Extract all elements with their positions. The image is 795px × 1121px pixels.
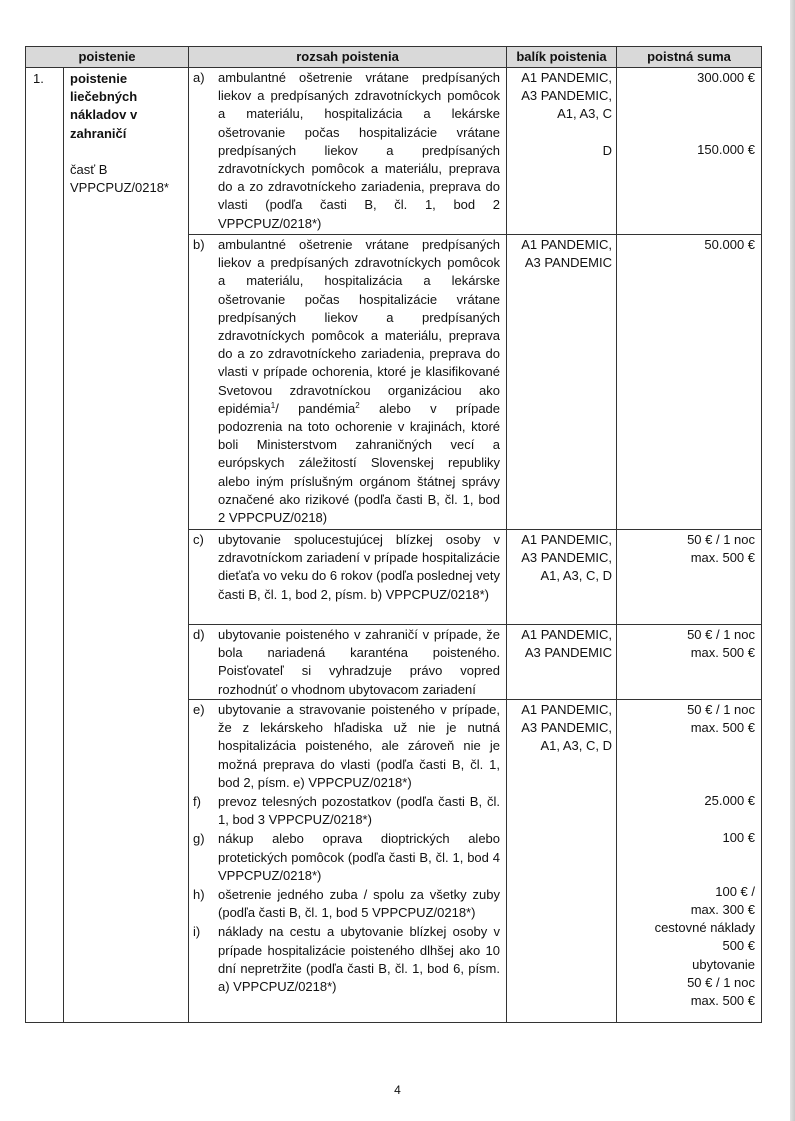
- header-rozsah-poistenia: rozsah poistenia: [189, 47, 507, 68]
- item-letter: h): [193, 887, 205, 903]
- item-text: nákup alebo oprava dioptrických alebo protetických pomôcok (podľa časti B, čl. 1, bod 4 VPPCPUZ/0218*): [218, 831, 501, 883]
- package-line: A3 PANDEMIC,: [521, 88, 613, 104]
- item-letter: b): [193, 237, 205, 252]
- item-text: [218, 236, 500, 527]
- header-poistna-suma: poistná suma: [617, 47, 762, 68]
- item-letter: g): [193, 831, 205, 847]
- scope-item-b: [189, 235, 506, 527]
- item-letter: i): [193, 924, 201, 940]
- item-text: ubytovanie spolucestujúcej blízkej osoby v zdravotníckom zariadení v prípade hospitalizácie dieťaťa vo veku do 6 rokov (podľa poslednej vety časti B, čl. 1, bod 2, písm. b) VPPCPUZ/0218*): [218, 532, 501, 602]
- item-text: náklady na cestu a ubytovanie blízkej osoby v prípade hospitalizácie poisteného dlhšej ako 10 dní nepretržite (podľa časti B, čl. 1, bod 6, písm. a) VPPCPUZ/0218*): [218, 924, 501, 995]
- item-letter: c): [193, 532, 204, 547]
- sum-value: 300.000 €: [697, 70, 756, 85]
- item-text: prevoz telesných pozostatkov (podľa časti B, čl. 1, bod 3 VPPCPUZ/0218*): [218, 794, 501, 828]
- package-cell-b: [507, 235, 617, 530]
- item-letter: f): [193, 794, 201, 810]
- item-text-part: / pandémia: [275, 400, 356, 416]
- scope-item-c: [189, 530, 506, 604]
- package-line: A1, A3, C, D: [540, 738, 613, 754]
- insurance-type-cell: [64, 68, 189, 1023]
- sum-value-i: max. 500 €: [690, 993, 756, 1009]
- item-letter: d): [193, 627, 205, 642]
- part-reference: časť B: [70, 161, 108, 177]
- header-poistenie: poistenie: [26, 47, 189, 68]
- scope-item-g: [189, 829, 506, 885]
- scope-item-d: [189, 625, 506, 699]
- package-line: A1 PANDEMIC,: [521, 532, 613, 547]
- sum-value: max. 500 €: [690, 645, 756, 661]
- sum-cell-a: [617, 68, 762, 235]
- item-text-part: ambulantné ošetrenie vrátane predpísaných liekov a predpísaných zdravotníckych pomôcok a materiálu, hospitalizácia a lekárske ošetrovanie počas hospitalizácie vrátane predpísaných liekov a predpísaných zdravotníckych pomôcok a materiálu, preprava do a zo zdravotníckeho zariadenia, preprava do vlasti v prípade ochorenia, ktoré je klasifikované Svetovou zdravotníckou organizáciou ako epidémia: [218, 237, 501, 416]
- scope-item-e: [189, 700, 506, 792]
- package-line-d: D: [602, 142, 613, 158]
- package-line: A3 PANDEMIC: [524, 645, 613, 661]
- insurance-title-line: poistenie: [70, 71, 128, 86]
- package-line: A3 PANDEMIC,: [521, 720, 613, 736]
- scope-cell-a: [189, 68, 507, 235]
- package-line: A1 PANDEMIC,: [521, 70, 613, 85]
- package-line: A3 PANDEMIC,: [521, 550, 613, 566]
- item-letter: a): [193, 70, 205, 85]
- package-line: A1, A3, C: [557, 106, 613, 122]
- row-number: 1.: [26, 68, 64, 1023]
- sum-value: 150.000 €: [697, 142, 756, 158]
- sum-value: 50 € / 1 noc: [687, 627, 756, 642]
- package-cell-a: [507, 68, 617, 235]
- item-letter: e): [193, 702, 205, 717]
- sum-value: max. 500 €: [690, 550, 756, 566]
- item-text-part: alebo v prípade podozrenia na toto ochorenie v krajinách, ktoré boli Ministerstvom zahraničných vecí a európskych záležitostí Slovenskej republiky alebo iným príslušným orgánom štátnej správy označené ako rizikové (podľa časti B, čl. 1, bod 2 VPPCPUZ/0218): [218, 400, 501, 526]
- part-reference-code: VPPCPUZ/0218*: [70, 180, 169, 196]
- sum-cell-d: [617, 625, 762, 700]
- page-number: 4: [394, 1083, 401, 1097]
- sum-value-h: 100 € /: [715, 883, 756, 899]
- scope-item-h: [189, 885, 506, 922]
- package-line: A1 PANDEMIC,: [521, 702, 613, 717]
- insurance-title-line: zahraničí: [70, 125, 127, 141]
- sum-value-h: max. 300 €: [690, 902, 756, 918]
- scope-item-f: [189, 792, 506, 829]
- scope-cell-e-to-i: [189, 700, 507, 1023]
- sum-value-i: cestovné náklady: [654, 920, 756, 936]
- footnote-mark: 1: [270, 400, 276, 410]
- header-balik-poistenia: balík poistenia: [507, 47, 617, 68]
- table-header-row: [26, 47, 762, 68]
- scope-item-i: [189, 922, 506, 996]
- sum-value-g: 100 €: [722, 829, 756, 845]
- insurance-title-line: liečebných: [70, 89, 138, 105]
- package-line: A1 PANDEMIC,: [521, 237, 613, 252]
- package-line: A1 PANDEMIC,: [521, 627, 613, 642]
- sum-cell-c: [617, 530, 762, 625]
- footnote-mark: 2: [355, 400, 360, 410]
- sum-cell-b: [617, 235, 762, 530]
- sum-value: 50.000 €: [704, 237, 756, 252]
- scope-item-a: [189, 68, 506, 233]
- sum-value-i: 500 €: [722, 938, 756, 954]
- sum-value: 50 € / 1 noc: [687, 532, 756, 547]
- item-text: ošetrenie jedného zuba / spolu za všetky zuby (podľa časti B, čl. 1, bod 5 VPPCPUZ/0218*): [218, 887, 501, 921]
- package-cell-e: [507, 700, 617, 1023]
- sum-value-f: 25.000 €: [704, 793, 756, 809]
- page-edge-shadow: [790, 0, 795, 1121]
- scope-cell-c: [189, 530, 507, 625]
- sum-cell-e-to-i: [617, 700, 762, 1023]
- item-text: ambulantné ošetrenie vrátane predpísaných liekov a predpísaných zdravotníckych pomôcok a materiálu, hospitalizácia a lekárske ošetrovanie počas hospitalizácie vrátane predpísaných liekov a predpísaných zdravotníckych pomôcok a materiálu, preprava do a zo zdravotníckeho zariadenia, preprava do vlasti (podľa časti B, čl. 1, bod 2 VPPCPUZ/0218*): [218, 70, 501, 231]
- package-line: A3 PANDEMIC: [524, 255, 613, 271]
- sum-value-i: 50 € / 1 noc: [687, 974, 756, 990]
- package-line: A1, A3, C, D: [540, 568, 613, 584]
- scope-cell-d: [189, 625, 507, 700]
- sum-value-e: 50 € / 1 noc: [687, 702, 756, 717]
- sum-value-i: ubytovanie: [692, 956, 756, 972]
- insurance-table: [25, 46, 762, 1023]
- item-text: ubytovanie a stravovanie poisteného v prípade, že z lekárskeho hľadiska už nie je nutná hospitalizácia poisteného, ale zároveň nie je možná preprava do vlasti (podľa časti B, čl. 1, bod 2, písm. e) VPPCPUZ/0218*): [218, 702, 501, 790]
- package-cell-d: [507, 625, 617, 700]
- sum-value-e: max. 500 €: [690, 720, 756, 736]
- insurance-title-line: nákladov v: [70, 107, 138, 123]
- item-text: ubytovanie poisteného v zahraničí v prípade, že bola nariadená karanténa poisteného. Poisťovateľ si vyhradzuje právo vopred rozhodnúť o vhodnom ubytovacom zariadení: [218, 627, 501, 697]
- table-row: [26, 68, 762, 235]
- package-cell-c: [507, 530, 617, 625]
- scope-cell-b: [189, 235, 507, 530]
